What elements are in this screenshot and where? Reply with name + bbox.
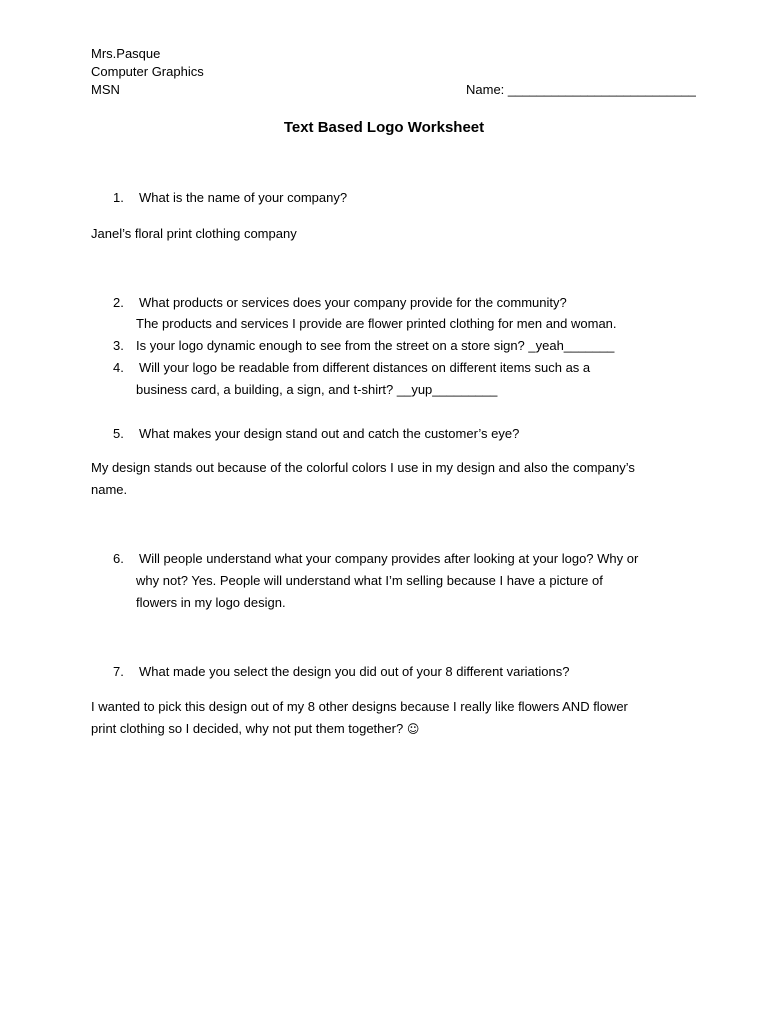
item-number: 2. xyxy=(113,295,124,310)
answer-7-line-1: I wanted to pick this design out of my 8 other designs because I really like flowers AND flower xyxy=(91,699,628,714)
answer-5-line-1: My design stands out because of the colorful colors I use in my design and also the company’s xyxy=(91,460,635,475)
question-3: Is your logo dynamic enough to see from the street on a store sign? _yeah_______ xyxy=(136,338,615,353)
answer-2: The products and services I provide are flower printed clothing for men and woman. xyxy=(136,316,617,331)
question-4-line-1: Will your logo be readable from different distances on different items such as a xyxy=(139,360,591,375)
answer-7-line-2 xyxy=(91,720,419,738)
question-6-line-3: flowers in my logo design. xyxy=(136,595,286,610)
item-number: 6. xyxy=(113,551,124,566)
item-number: 7. xyxy=(113,664,124,679)
question-4-line-2: business card, a building, a sign, and t-shirt? __yup_________ xyxy=(136,382,498,397)
page-title: Text Based Logo Worksheet xyxy=(283,119,485,136)
answer-1: Janel’s floral print clothing company xyxy=(91,226,297,241)
item-number: 5. xyxy=(113,426,124,441)
answer-7-text: print clothing so I decided, why not put them together? xyxy=(91,721,404,736)
question-6-line-2: why not? Yes. People will understand what I’m selling because I have a picture of xyxy=(136,573,603,588)
item-number: 1. xyxy=(113,190,124,205)
student-name-field: Name: __________________________ xyxy=(466,82,696,97)
school-name: MSN xyxy=(91,82,120,97)
item-number: 4. xyxy=(113,360,124,375)
question-5: What makes your design stand out and catch the customer’s eye? xyxy=(139,426,520,441)
item-number: 3. xyxy=(113,338,124,353)
teacher-name: Mrs.Pasque xyxy=(91,46,161,61)
question-1: What is the name of your company? xyxy=(139,190,348,205)
question-2: What products or services does your company provide for the community? xyxy=(139,295,567,310)
course-name: Computer Graphics xyxy=(91,64,204,79)
smiley-icon: ☺ xyxy=(406,722,420,736)
question-6-line-1: Will people understand what your company provides after looking at your logo? Why or xyxy=(139,551,639,566)
answer-5-line-2: name. xyxy=(91,482,128,497)
question-7: What made you select the design you did out of your 8 different variations? xyxy=(139,664,570,679)
